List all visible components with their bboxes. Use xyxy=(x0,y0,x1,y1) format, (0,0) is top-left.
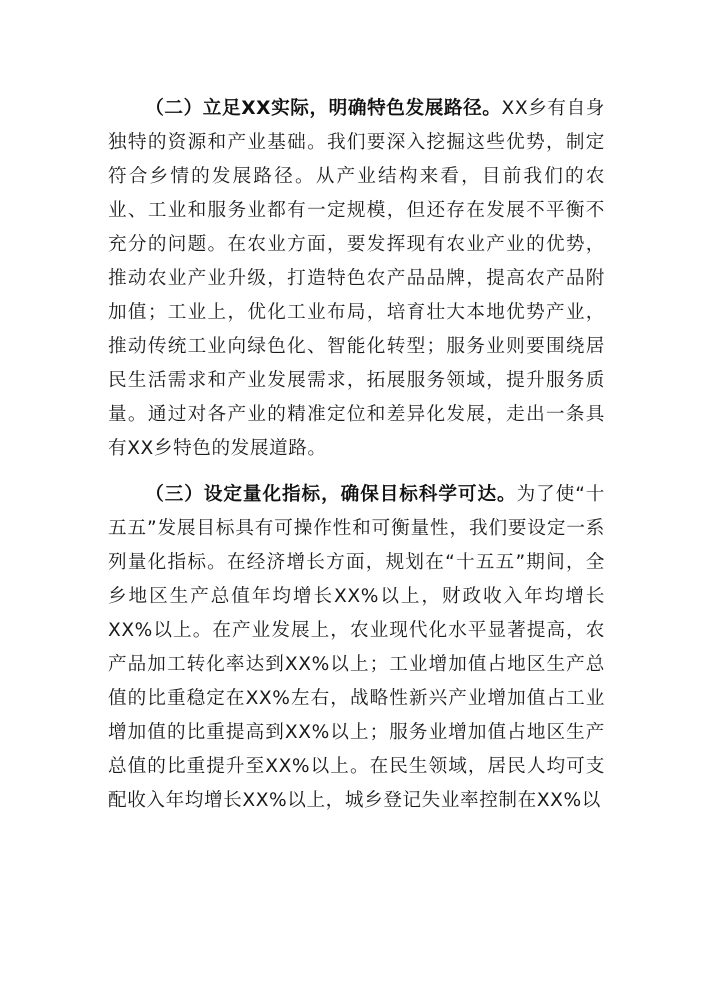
document-body xyxy=(108,92,605,818)
paragraph-2 xyxy=(108,92,605,466)
paragraph-2-body: XX乡有自身独特的资源和产业基础。我们要深入挖掘这些优势，制定符合乡情的发展路径。从产业结构来看，目前我们的农业、工业和服务业都有一定规模，但还存在发展不平衡不充分的问题。在农业方面，要发挥现有农业产业的优势，推动农业产业升级，打造特色农产品品牌，提高农产品附加值；工业上，优化工业布局，培育壮大本地优势产业，推动传统工业向绿色化、智能化转型；服务业则要围绕居民生活需求和产业发展需求，拓展服务领域，提升服务质量。通过对各产业的精准定位和差异化发展，走出一条具有XX乡特色的发展道路。 xyxy=(108,98,606,459)
paragraph-2-heading: （二）立足XX实际，明确特色发展路径。 xyxy=(145,98,502,119)
paragraph-3-heading: （三）设定量化指标，确保目标科学可达。 xyxy=(145,484,517,505)
paragraph-3 xyxy=(108,478,605,818)
paragraph-3-body: 为了使“十五五”发展目标具有可操作性和可衡量性，我们要设定一系列量化指标。在经济增长方面，规划在“十五五”期间，全乡地区生产总值年均增长XX%以上，财政收入年均增长XX%以上。在产业发展上，农业现代化水平显著提高，农产品加工转化率达到XX%以上；工业增加值占地区生产总值的比重稳定在XX%左右，战略性新兴产业增加值占工业增加值的比重提高到XX%以上；服务业增加值占地区生产总值的比重提升至XX%以上。在民生领域，居民人均可支配收入年均增长XX%以上，城乡登记失业率控制在XX%以 xyxy=(108,484,605,811)
